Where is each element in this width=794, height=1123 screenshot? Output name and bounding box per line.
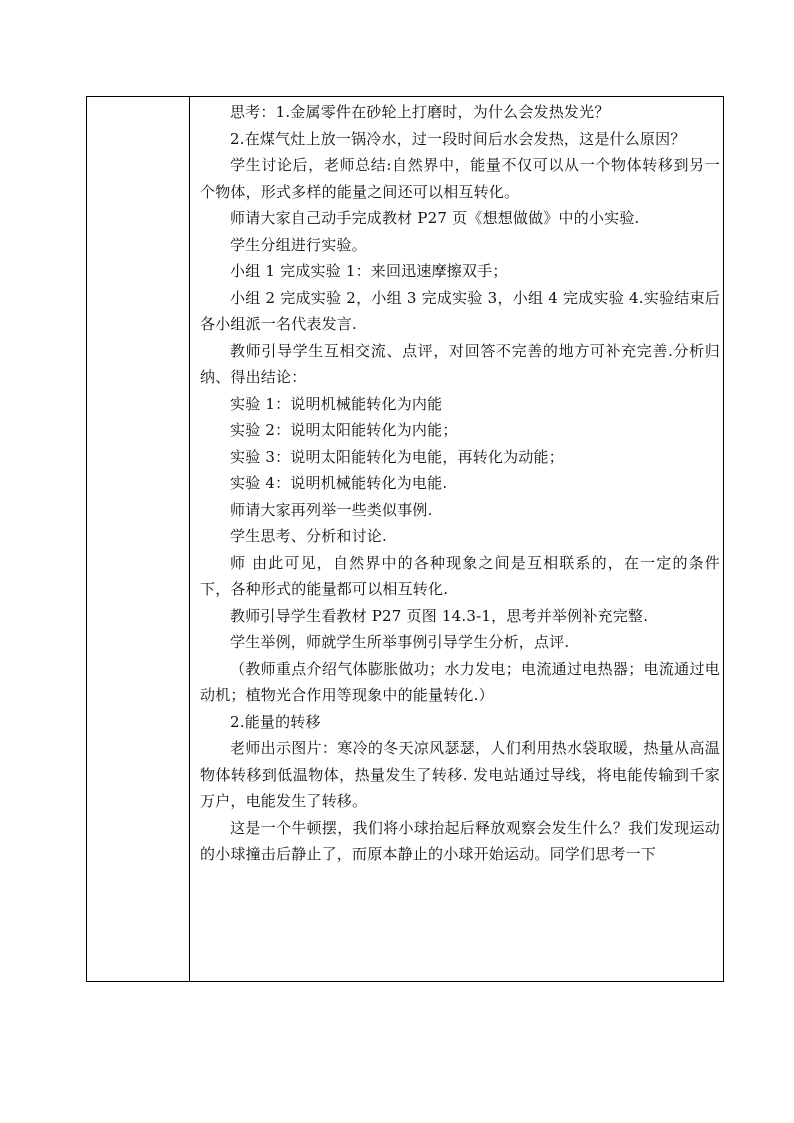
paragraph: 这是一个牛顿摆，我们将小球抬起后释放观察会发生什么？我们发现运动的小球撞击后静止了，而原本静止的小球开始运动。同学们思考一下 [200, 818, 720, 863]
paragraph: 学生举例，师就学生所举事例引导学生分析，点评. [230, 633, 570, 651]
paragraph: 小组 2 完成实验 2，小组 3 完成实验 3，小组 4 完成实验 4.实验结束后各小组派一名代表发言. [200, 288, 720, 333]
paragraph: 师 由此可见，自然界中的各种现象之间是互相联系的，在一定的条件下，各种形式的能量都可以相互转化. [200, 553, 720, 598]
paragraph: 实验 4：说明机械能转化为电能. [230, 474, 448, 492]
paragraph: 教师引导学生看教材 P27 页图 14.3-1，思考并举例补充完整. [230, 606, 649, 625]
paragraph: 师请大家自己动手完成教材 P27 页《想想做做》中的小实验. [230, 209, 640, 227]
table-row [87, 97, 724, 982]
table-left-cell [87, 97, 190, 982]
paragraph: 小组 1 完成实验 1：来回迅速摩擦双手； [230, 262, 508, 280]
paragraph: （教师重点介绍气体膨胀做功；水力发电；电流通过电热器；电流通过电动机；植物光合作用等现象中的能量转化.） [200, 659, 720, 704]
paragraph: 实验 2：说明太阳能转化为内能； [230, 421, 458, 439]
paragraph: 实验 3：说明太阳能转化为电能，再转化为动能； [230, 447, 564, 466]
paragraph: 2.在煤气灶上放一锅冷水，过一段时间后水会发热，这是什么原因？ [230, 129, 686, 148]
paragraph: 学生分组进行实验。 [230, 235, 367, 254]
paragraph: 2.能量的转移 [230, 712, 321, 731]
paragraph: 师请大家再列举一些类似事例. [230, 500, 433, 519]
paragraph: 思考：1.金属零件在砂轮上打磨时，为什么会发热发光？ [230, 103, 610, 121]
paragraph: 老师出示图片：寒冷的冬天凉风瑟瑟，人们利用热水袋取暖，热量从高温物体转移到低温物体，热量发生了转移. 发电站通过导线，将电能传输到千家万户，电能发生了转移。 [200, 739, 720, 810]
paragraph: 实验 1：说明机械能转化为内能 [230, 394, 443, 413]
paragraph: 学生思考、分析和讨论. [230, 527, 387, 545]
table-content-cell [190, 97, 724, 982]
paragraph: 教师引导学生互相交流、点评，对回答不完善的地方可补充完善.分析归纳、得出结论： [200, 341, 720, 386]
paragraph: 学生讨论后，老师总结:自然界中，能量不仅可以从一个物体转移到另一个物体，形式多样的能量之间还可以相互转化。 [200, 156, 720, 201]
lesson-table [86, 96, 724, 982]
lesson-content [200, 97, 720, 981]
